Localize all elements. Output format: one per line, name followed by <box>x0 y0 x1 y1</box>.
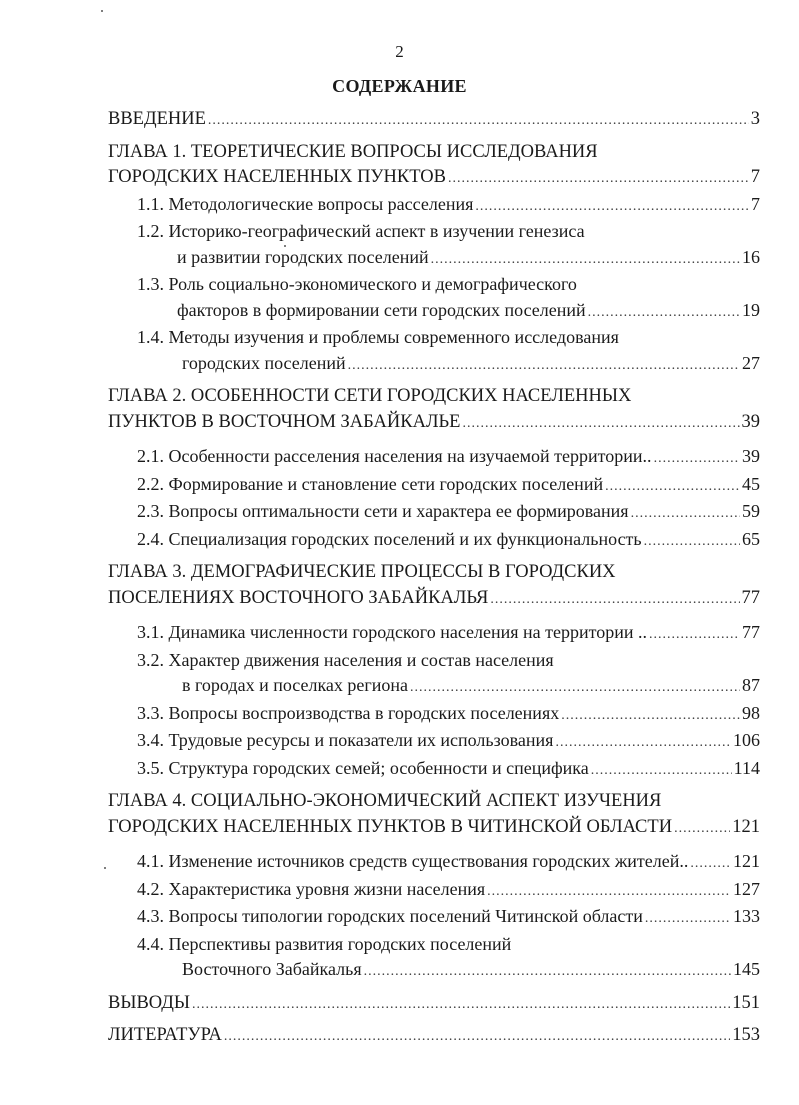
toc-entry-title: 3.4. Трудовые ресурсы и показатели их использования <box>137 730 554 750</box>
toc-entry-title: 4.2. Характеристика уровня жизни населения <box>137 878 486 899</box>
dot-leader <box>490 587 739 613</box>
toc-entry-title: 1.3. Роль социально-экономического и демографического <box>137 274 577 294</box>
toc-entry-page: 7 <box>750 167 760 187</box>
dot-leader <box>654 446 740 472</box>
dot-leader <box>649 622 740 648</box>
toc-entry-title: 3.1. Динамика численности городского населения на территории .. <box>137 622 648 642</box>
toc-entry-page: 77 <box>741 587 760 608</box>
toc-entry-page: 3 <box>750 109 760 129</box>
dot-leader <box>690 851 731 877</box>
dot-leader <box>224 1024 730 1050</box>
toc-entry-page: 127 <box>733 878 760 899</box>
toc-entry-section-3-3[interactable] <box>108 701 760 729</box>
toc-entry-section-1-3[interactable] <box>108 272 760 325</box>
toc-entry-title: ГЛАВА 2. ОСОБЕННОСТИ СЕТИ ГОРОДСКИХ НАСЕЛЕННЫХ <box>108 386 632 406</box>
toc-entry-title: ВВЕДЕНИЕ <box>108 109 206 129</box>
toc-entry-section-3-4[interactable] <box>108 728 760 756</box>
toc-entry-title-continued: ПОСЕЛЕНИЯХ ВОСТОЧНОГО ЗАБАЙКАЛЬЯ <box>108 587 489 608</box>
dot-leader <box>208 108 749 134</box>
toc-entry-title: ВЫВОДЫ <box>108 992 191 1013</box>
dot-leader <box>448 166 749 192</box>
toc-entry-page: 39 <box>741 411 760 432</box>
toc-entry-title-continued: городских поселений <box>182 352 346 373</box>
toc-entry-title: ГЛАВА 3. ДЕМОГРАФИЧЕСКИЕ ПРОЦЕССЫ В ГОРОДСКИХ <box>108 562 616 582</box>
toc-entry-section-4-4[interactable] <box>108 932 760 985</box>
toc-entry-page: 45 <box>742 473 760 494</box>
toc-entry-section-2-1[interactable] <box>108 444 760 472</box>
toc-entry-title-continued: ГОРОДСКИХ НАСЕЛЕННЫХ ПУНКТОВ <box>108 167 446 187</box>
dot-leader <box>364 959 731 985</box>
toc-title: СОДЕРЖАНИЕ <box>332 76 467 96</box>
toc-entry-section-1-4[interactable] <box>108 325 760 378</box>
toc-entry-title: 3.5. Структура городских семей; особенности и специфика <box>137 757 589 778</box>
dot-leader <box>605 474 740 500</box>
dot-leader <box>555 730 731 756</box>
toc-entry-title: 4.1. Изменение источников средств существования городских жителей.. <box>137 851 689 871</box>
toc-entry-section-2-2[interactable] <box>108 472 760 500</box>
dot-leader <box>588 300 740 326</box>
toc-entry-title: 2.2. Формирование и становление сети городских поселений <box>137 473 604 494</box>
toc-entry-title: 1.4. Методы изучения и проблемы современного исследования <box>137 327 619 347</box>
toc-entry-page: 16 <box>742 246 760 267</box>
toc-entry-section-4-3[interactable] <box>108 904 760 932</box>
toc-entry-chapter-3[interactable] <box>108 560 760 612</box>
table-of-contents <box>108 107 760 1050</box>
toc-entry-title: 3.2. Характер движения населения и состав населения <box>137 649 554 670</box>
toc-entry-title: 1.1. Методологические вопросы расселения <box>137 193 474 214</box>
dot-leader <box>644 529 740 555</box>
toc-entry-section-4-1[interactable] <box>108 849 760 877</box>
toc-entry-page: 151 <box>732 992 760 1013</box>
dot-leader <box>631 501 740 527</box>
toc-entry-page: 121 <box>732 816 760 837</box>
toc-entry-page: 145 <box>733 959 760 979</box>
toc-entry-page: 133 <box>733 906 760 926</box>
toc-entry-title-continued: ГОРОДСКИХ НАСЕЛЕННЫХ ПУНКТОВ В ЧИТИНСКОЙ ОБЛАСТИ <box>108 816 673 837</box>
toc-entry-page: 87 <box>742 675 760 695</box>
toc-entry-title: 2.1. Особенности расселения населения на изучаемой территории.. <box>137 446 652 466</box>
toc-entry-page: 65 <box>742 528 760 549</box>
toc-entry-page: 98 <box>742 702 760 723</box>
toc-entry-section-3-5[interactable] <box>108 756 760 784</box>
page-number: 2 <box>395 42 404 61</box>
toc-entry-chapter-1[interactable] <box>108 140 760 192</box>
toc-entry-title-continued: Восточного Забайкалья <box>182 959 362 979</box>
toc-entry-title-continued: ПУНКТОВ В ВОСТОЧНОМ ЗАБАЙКАЛЬЕ <box>108 411 461 432</box>
dot-leader <box>192 992 730 1018</box>
dot-leader <box>487 879 731 905</box>
toc-entry-conclusions[interactable] <box>108 991 760 1018</box>
toc-entry-title: ЛИТЕРАТУРА <box>108 1025 222 1045</box>
toc-entry-title: ГЛАВА 1. ТЕОРЕТИЧЕСКИЕ ВОПРОСЫ ИССЛЕДОВАНИЯ <box>108 141 598 162</box>
dot-leader <box>674 816 730 842</box>
toc-entry-chapter-2[interactable] <box>108 384 760 436</box>
toc-entry-page: 59 <box>742 501 760 521</box>
toc-entry-chapter-4[interactable] <box>108 789 760 841</box>
dot-leader <box>348 353 740 379</box>
toc-entry-page: 19 <box>742 299 760 320</box>
toc-entry-title: 1.2. Историко-географический аспект в изучении генезиса <box>137 221 585 241</box>
toc-entry-section-3-1[interactable] <box>108 620 760 648</box>
toc-entry-page: 114 <box>733 757 760 778</box>
dot-leader <box>591 758 732 784</box>
toc-entry-page: 153 <box>732 1025 760 1045</box>
toc-entry-title: 2.4. Специализация городских поселений и их функциональность <box>137 528 642 549</box>
toc-entry-section-3-2[interactable] <box>108 648 760 701</box>
toc-entry-title: 2.3. Вопросы оптимальности сети и характера ее формирования <box>137 501 629 521</box>
dot-leader <box>645 906 731 932</box>
toc-entry-title: 3.3. Вопросы воспроизводства в городских поселениях <box>137 702 560 723</box>
toc-entry-page: 39 <box>742 446 760 466</box>
toc-entry-title-continued: факторов в формировании сети городских поселений <box>177 299 586 320</box>
toc-entry-section-2-3[interactable] <box>108 499 760 527</box>
toc-entry-page: 106 <box>733 730 760 750</box>
dot-leader <box>431 247 740 273</box>
dot-leader <box>475 194 749 220</box>
toc-entry-page: 7 <box>751 193 760 214</box>
dot-leader <box>410 675 740 701</box>
toc-entry-section-1-2[interactable] <box>108 219 760 272</box>
toc-entry-section-1-1[interactable] <box>108 192 760 220</box>
dot-leader <box>561 703 740 729</box>
toc-entry-section-4-2[interactable] <box>108 877 760 905</box>
toc-entry-literature[interactable] <box>108 1023 760 1050</box>
toc-entry-title: 4.3. Вопросы типологии городских поселений Читинской области <box>137 906 643 926</box>
toc-entry-title: 4.4. Перспективы развития городских поселений <box>137 933 512 954</box>
toc-entry-section-2-4[interactable] <box>108 527 760 555</box>
toc-entry-introduction[interactable] <box>108 107 760 134</box>
toc-entry-page: 121 <box>733 851 760 871</box>
toc-entry-page: 77 <box>742 622 760 642</box>
toc-entry-title-continued: и развитии городских поселений <box>177 246 429 267</box>
toc-entry-page: 27 <box>742 352 760 373</box>
dot-leader <box>462 411 739 437</box>
toc-entry-title-continued: в городах и поселках региона <box>182 675 409 695</box>
toc-entry-title: ГЛАВА 4. СОЦИАЛЬНО-ЭКОНОМИЧЕСКИЙ АСПЕКТ ИЗУЧЕНИЯ <box>108 791 662 811</box>
